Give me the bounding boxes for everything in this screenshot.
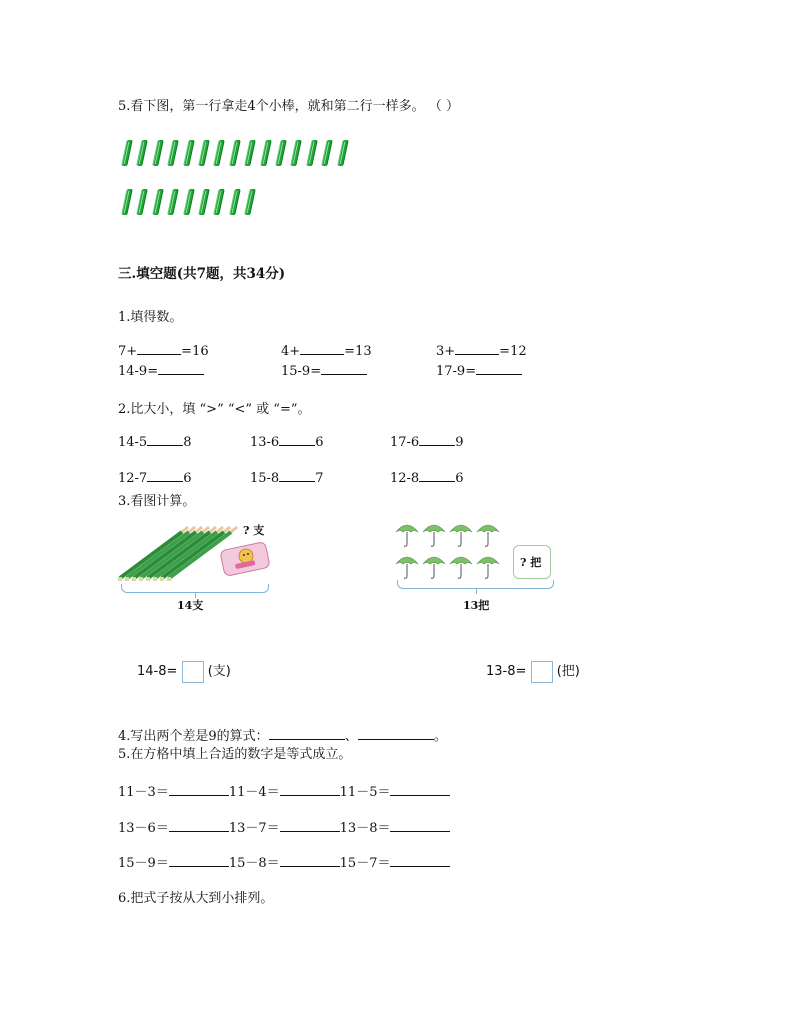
- answer-blank[interactable]: [158, 362, 204, 375]
- stick-icon: [198, 140, 210, 166]
- q2-row2-item1: 12-7 6: [118, 471, 192, 486]
- compare-blank[interactable]: [279, 469, 315, 482]
- umbrella-icon: [450, 557, 472, 578]
- answer-blank[interactable]: [390, 819, 450, 832]
- q1-row1-item1: 7+ =16: [118, 344, 209, 359]
- answer-blank[interactable]: [321, 362, 367, 375]
- answer-blank[interactable]: [280, 819, 340, 832]
- answer-box[interactable]: [182, 661, 204, 683]
- q3-title: 3.看图计算。: [118, 494, 196, 509]
- stick-icon: [183, 189, 195, 215]
- sticks-row-1: [120, 138, 360, 168]
- umbrella-icon: [396, 557, 418, 578]
- stick-icon: [260, 140, 272, 166]
- umbrella-icon: [423, 557, 445, 578]
- answer-box[interactable]: [531, 661, 553, 683]
- umbrella-total-label: 13把: [463, 599, 490, 612]
- compare-blank[interactable]: [419, 433, 455, 446]
- stick-icon: [306, 140, 318, 166]
- formula-blank-2[interactable]: [358, 727, 434, 740]
- section-title: 三.填空题(共7题，共34分): [118, 266, 286, 282]
- q5-row-1: 11－3＝ 11－4＝ 11－5＝: [118, 781, 450, 800]
- stick-icon: [167, 140, 179, 166]
- q1-title: 1.填得数。: [118, 310, 183, 325]
- q2-title: 2.比大小，填 “>” “<” 或 “=”。: [118, 402, 311, 417]
- umbrella-question-label: ? 把: [520, 556, 542, 569]
- compare-blank[interactable]: [147, 433, 183, 446]
- stick-icon: [167, 189, 179, 215]
- stick-icon: [198, 189, 210, 215]
- q5-row-3: 15－9＝ 15－8＝ 15－7＝: [118, 852, 450, 871]
- answer-blank[interactable]: [169, 819, 229, 832]
- pencil-bracket: [121, 584, 269, 593]
- stick-icon: [152, 140, 164, 166]
- formula-blank-1[interactable]: [269, 727, 345, 740]
- answer-blank[interactable]: [169, 854, 229, 867]
- stick-icon: [152, 189, 164, 215]
- compare-blank[interactable]: [279, 433, 315, 446]
- stick-icon: [229, 189, 241, 215]
- stick-icon: [275, 140, 287, 166]
- q1-row2-item1: 14-9=: [118, 362, 204, 379]
- umbrella-icon: [423, 525, 445, 546]
- stick-icon: [337, 140, 349, 166]
- stick-icon: [121, 189, 133, 215]
- q1-row1-item2: 4+ =13: [281, 344, 372, 359]
- stick-icon: [244, 189, 256, 215]
- q1-row1-item3: 3+ =12: [436, 344, 527, 359]
- q3-left-equation: 14-8= (支): [137, 660, 231, 683]
- q1-row2-item3: 17-9=: [436, 362, 522, 379]
- umbrella-bracket: [397, 580, 554, 589]
- answer-blank[interactable]: [390, 854, 450, 867]
- q2-row1-item3: 17-6 9: [390, 435, 464, 450]
- answer-blank[interactable]: [476, 362, 522, 375]
- answer-blank[interactable]: [280, 783, 340, 796]
- stick-icon: [121, 140, 133, 166]
- stick-icon: [214, 189, 226, 215]
- stick-icon: [137, 140, 149, 166]
- pencil-question-label: ? 支: [243, 524, 265, 537]
- stick-icon: [183, 140, 195, 166]
- answer-blank[interactable]: [300, 342, 344, 355]
- answer-blank[interactable]: [390, 783, 450, 796]
- pencil-total-label: 14支: [177, 599, 204, 612]
- umbrella-icon: [396, 525, 418, 546]
- umbrella-icon: [450, 525, 472, 546]
- stick-icon: [321, 140, 333, 166]
- umbrellas-illustration: [393, 518, 503, 582]
- stick-icon: [291, 140, 303, 166]
- sticks-row-2: [120, 187, 280, 217]
- q2-row2-item3: 12-8 6: [390, 471, 464, 486]
- q2-row2-item2: 15-8 7: [250, 471, 324, 486]
- q6-title: 6.把式子按从大到小排列。: [118, 891, 274, 906]
- umbrella-icon: [477, 557, 499, 578]
- answer-blank[interactable]: [280, 854, 340, 867]
- q2-row1-item2: 13-6 6: [250, 435, 324, 450]
- pencil-case-icon: [220, 538, 272, 580]
- q2-row1-item1: 14-5 8: [118, 435, 192, 450]
- compare-blank[interactable]: [419, 469, 455, 482]
- q1-row2-item2: 15-9=: [281, 362, 367, 379]
- stick-icon: [229, 140, 241, 166]
- stick-icon: [244, 140, 256, 166]
- judge-question-5: 5.看下图，第一行拿走4个小棒，就和第二行一样多。 （ ）: [118, 99, 459, 114]
- answer-blank[interactable]: [137, 342, 181, 355]
- answer-blank[interactable]: [169, 783, 229, 796]
- umbrella-icon: [477, 525, 499, 546]
- stick-icon: [137, 189, 149, 215]
- compare-blank[interactable]: [147, 469, 183, 482]
- q4-text: 4.写出两个差是9的算式： 、 。: [118, 729, 447, 744]
- stick-icon: [214, 140, 226, 166]
- q5-title: 5.在方格中填上合适的数字是等式成立。: [118, 747, 352, 762]
- q5-row-2: 13－6＝ 13－7＝ 13－8＝: [118, 817, 450, 836]
- q3-right-equation: 13-8= (把): [486, 660, 580, 683]
- answer-blank[interactable]: [455, 342, 499, 355]
